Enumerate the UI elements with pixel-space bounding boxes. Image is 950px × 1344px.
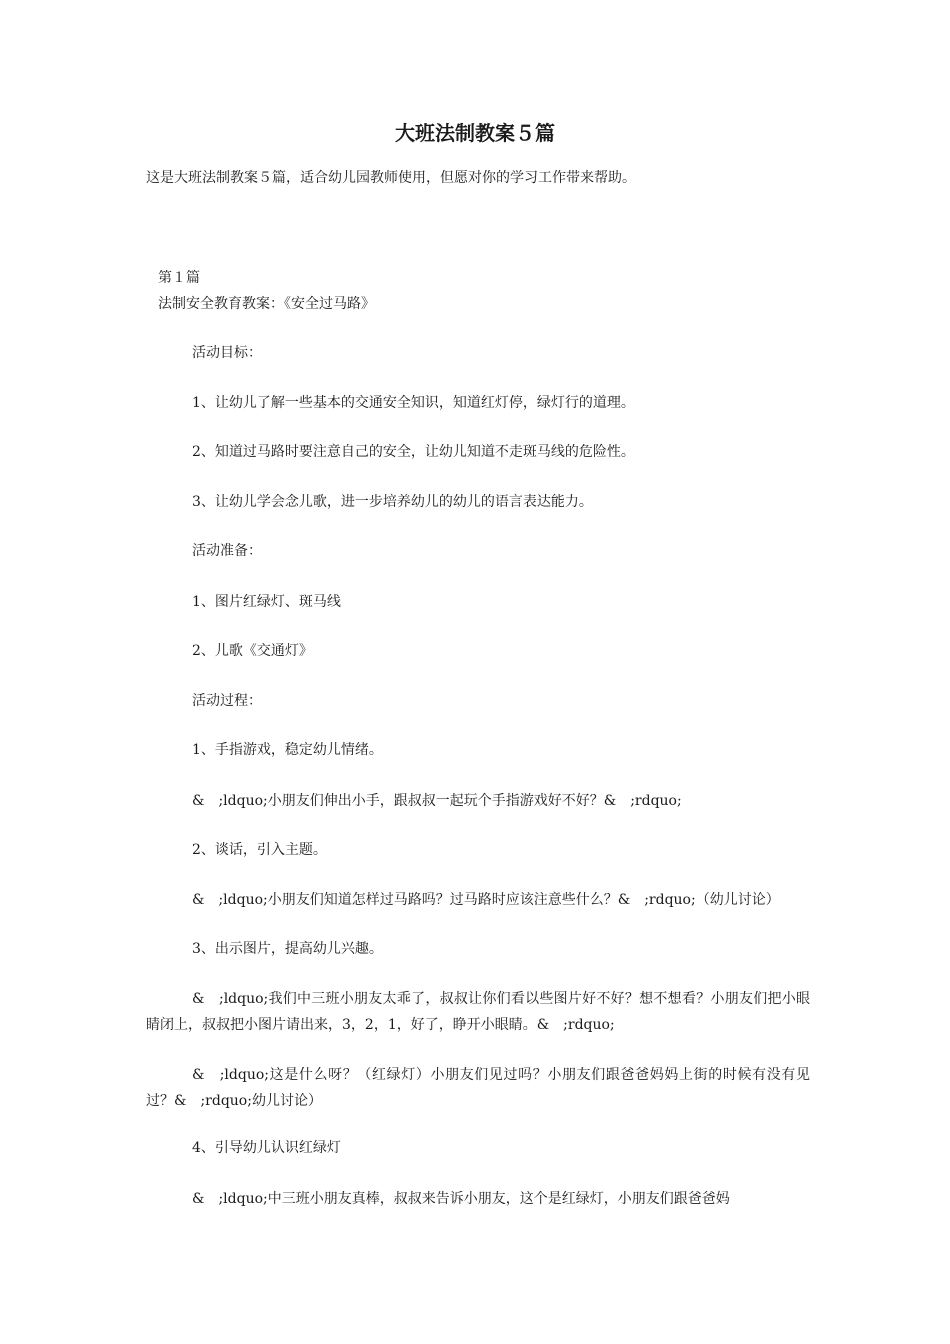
text-line: 2、谈话，引入主题。 [192,842,327,858]
document-title: 大班法制教案５篇 [395,121,555,145]
text-line: 活动目标： [192,345,262,361]
text-line: 3、让幼儿学会念儿歌，进一步培养幼儿的幼儿的语言表达能力。 [192,494,593,510]
text-line: & ;ldquo;小朋友们伸出小手，跟叔叔一起玩个手指游戏好不好？& ;rdquo; [192,793,682,809]
text-line: & ;ldquo;小朋友们知道怎样过马路吗？过马路时应该注意些什么？& ;rdquo;（幼儿讨论） [192,892,780,908]
paragraph: & ;ldquo;这是什么呀？（红绿灯）小朋友们见过吗？小朋友们跟爸爸妈妈上街的时候有没有见过？& ;rdquo;幼儿讨论） [146,1067,810,1109]
text-line: 2、儿歌《交通灯》 [192,643,313,659]
text-line: 1、图片红绿灯、斑马线 [192,594,341,610]
text-line: 2、知道过马路时要注意自己的安全，让幼儿知道不走斑马线的危险性。 [192,444,635,460]
document-intro: 这是大班法制教案５篇，适合幼儿园教师使用，但愿对你的学习工作带来帮助。 [146,170,636,186]
text-line: 1、让幼儿了解一些基本的交通安全知识，知道红灯停，绿灯行的道理。 [192,395,635,411]
paragraph: & ;ldquo;我们中三班小朋友太乖了，叔叔让你们看以些图片好不好？想不想看？小朋友们把小眼睛闭上，叔叔把小图片请出来，3，2，1，好了，睁开小眼睛。& ;rdquo; [146,991,810,1033]
text-line: 4、引导幼儿认识红绿灯 [192,1140,341,1156]
paragraph: & ;ldquo;中三班小朋友真棒，叔叔来告诉小朋友，这个是红绿灯，小朋友们跟爸爸妈 [192,1191,730,1207]
text-line: 活动准备： [192,543,262,559]
text-line: 3、出示图片，提高幼儿兴趣。 [192,941,383,957]
section-label: 第１篇 [158,270,200,286]
section-title: 法制安全教育教案：《安全过马路》 [158,296,375,312]
text-line: 活动过程： [192,693,262,709]
text-line: 1、手指游戏，稳定幼儿情绪。 [192,742,383,758]
